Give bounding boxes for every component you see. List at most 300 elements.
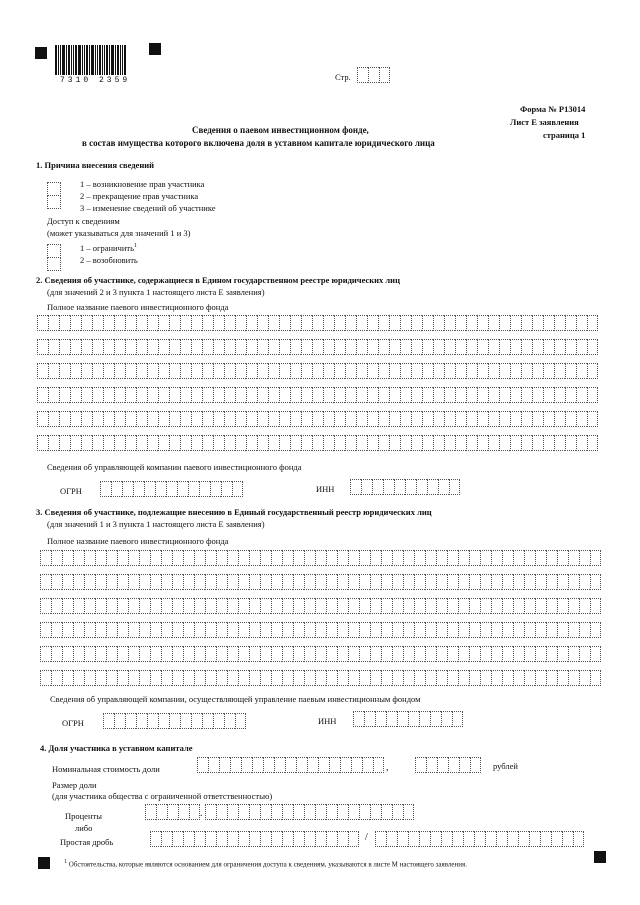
input-cell[interactable] <box>524 598 535 614</box>
input-cell[interactable] <box>224 339 235 355</box>
input-cell[interactable] <box>403 550 414 566</box>
input-cell[interactable] <box>554 363 565 379</box>
input-cell[interactable] <box>271 804 282 820</box>
input-cell[interactable] <box>521 315 532 331</box>
input-cell[interactable] <box>103 411 114 427</box>
input-cell[interactable] <box>106 646 117 662</box>
input-cell[interactable] <box>521 363 532 379</box>
input-cell[interactable] <box>180 339 191 355</box>
input-cell[interactable] <box>315 831 326 847</box>
input-cell[interactable] <box>136 339 147 355</box>
input-cell[interactable] <box>334 411 345 427</box>
input-cell[interactable] <box>437 757 448 773</box>
input-cell[interactable] <box>260 670 271 686</box>
input-cell[interactable] <box>370 550 381 566</box>
input-cell[interactable] <box>125 339 136 355</box>
input-cell[interactable] <box>444 363 455 379</box>
input-cell[interactable] <box>51 574 62 590</box>
input-cell[interactable] <box>81 339 92 355</box>
input-cell[interactable] <box>293 622 304 638</box>
input-cell[interactable] <box>414 598 425 614</box>
input-cell[interactable] <box>590 670 601 686</box>
input-cell[interactable] <box>337 831 348 847</box>
input-cell[interactable] <box>480 598 491 614</box>
section2-fund-name-row[interactable] <box>37 435 598 451</box>
input-cell[interactable] <box>448 757 459 773</box>
nominal-kopecks-cells[interactable] <box>415 757 481 773</box>
input-cell[interactable] <box>334 363 345 379</box>
input-cell[interactable] <box>370 622 381 638</box>
input-cell[interactable] <box>351 757 362 773</box>
input-cell[interactable] <box>535 598 546 614</box>
input-cell[interactable] <box>125 387 136 403</box>
input-cell[interactable] <box>557 550 568 566</box>
input-cell[interactable] <box>40 574 51 590</box>
input-cell[interactable] <box>224 435 235 451</box>
input-cell[interactable] <box>447 598 458 614</box>
input-cell[interactable] <box>161 831 172 847</box>
input-cell[interactable] <box>180 363 191 379</box>
input-cell[interactable] <box>312 315 323 331</box>
input-cell[interactable] <box>416 479 427 495</box>
input-cell[interactable] <box>282 622 293 638</box>
input-cell[interactable] <box>557 622 568 638</box>
input-cell[interactable] <box>249 646 260 662</box>
input-cell[interactable] <box>290 315 301 331</box>
input-cell[interactable] <box>510 315 521 331</box>
input-cell[interactable] <box>301 411 312 427</box>
input-cell[interactable] <box>40 646 51 662</box>
input-cell[interactable] <box>202 387 213 403</box>
input-cell[interactable] <box>565 387 576 403</box>
input-cell[interactable] <box>318 757 329 773</box>
input-cell[interactable] <box>235 713 246 729</box>
input-cell[interactable] <box>37 411 48 427</box>
input-cell[interactable] <box>103 387 114 403</box>
input-cell[interactable] <box>95 550 106 566</box>
input-cell[interactable] <box>499 339 510 355</box>
section3-fund-name-row[interactable] <box>40 550 601 566</box>
input-cell[interactable] <box>246 411 257 427</box>
input-cell[interactable] <box>499 435 510 451</box>
input-cell[interactable] <box>557 646 568 662</box>
input-cell[interactable] <box>425 622 436 638</box>
section3-fund-name-row[interactable] <box>40 646 601 662</box>
input-cell[interactable] <box>191 411 202 427</box>
fraction-numerator-cells[interactable] <box>150 831 359 847</box>
input-cell[interactable] <box>178 804 189 820</box>
input-cell[interactable] <box>381 598 392 614</box>
input-cell[interactable] <box>37 363 48 379</box>
input-cell[interactable] <box>389 363 400 379</box>
input-cell[interactable] <box>521 339 532 355</box>
input-cell[interactable] <box>290 387 301 403</box>
input-cell[interactable] <box>392 670 403 686</box>
input-cell[interactable] <box>59 315 70 331</box>
input-cell[interactable] <box>150 550 161 566</box>
input-cell[interactable] <box>40 670 51 686</box>
input-cell[interactable] <box>499 315 510 331</box>
input-cell[interactable] <box>466 435 477 451</box>
input-cell[interactable] <box>499 387 510 403</box>
input-cell[interactable] <box>144 481 155 497</box>
input-cell[interactable] <box>73 574 84 590</box>
input-cell[interactable] <box>513 598 524 614</box>
percent-decimal-cells[interactable] <box>205 804 414 820</box>
input-cell[interactable] <box>213 339 224 355</box>
input-cell[interactable] <box>312 339 323 355</box>
input-cell[interactable] <box>576 411 587 427</box>
input-cell[interactable] <box>466 387 477 403</box>
input-cell[interactable] <box>565 363 576 379</box>
input-cell[interactable] <box>411 411 422 427</box>
input-cell[interactable] <box>161 670 172 686</box>
input-cell[interactable] <box>427 479 438 495</box>
input-cell[interactable] <box>535 670 546 686</box>
input-cell[interactable] <box>368 67 379 83</box>
input-cell[interactable] <box>117 550 128 566</box>
input-cell[interactable] <box>293 574 304 590</box>
input-cell[interactable] <box>340 757 351 773</box>
input-cell[interactable] <box>315 670 326 686</box>
input-cell[interactable] <box>458 550 469 566</box>
input-cell[interactable] <box>480 622 491 638</box>
input-cell[interactable] <box>84 598 95 614</box>
input-cell[interactable] <box>463 831 474 847</box>
input-cell[interactable] <box>169 435 180 451</box>
input-cell[interactable] <box>557 670 568 686</box>
input-cell[interactable] <box>282 646 293 662</box>
input-cell[interactable] <box>307 757 318 773</box>
input-cell[interactable] <box>455 315 466 331</box>
input-cell[interactable] <box>257 387 268 403</box>
input-cell[interactable] <box>403 622 414 638</box>
input-cell[interactable] <box>202 713 213 729</box>
input-cell[interactable] <box>70 315 81 331</box>
input-cell[interactable] <box>590 622 601 638</box>
input-cell[interactable] <box>447 550 458 566</box>
section3-fund-name-row[interactable] <box>40 670 601 686</box>
input-cell[interactable] <box>400 339 411 355</box>
input-cell[interactable] <box>70 435 81 451</box>
input-cell[interactable] <box>359 574 370 590</box>
input-cell[interactable] <box>488 315 499 331</box>
input-cell[interactable] <box>249 622 260 638</box>
input-cell[interactable] <box>62 622 73 638</box>
input-cell[interactable] <box>202 411 213 427</box>
input-cell[interactable] <box>565 315 576 331</box>
input-cell[interactable] <box>590 598 601 614</box>
input-cell[interactable] <box>326 574 337 590</box>
input-cell[interactable] <box>400 387 411 403</box>
input-cell[interactable] <box>356 411 367 427</box>
input-cell[interactable] <box>323 435 334 451</box>
input-cell[interactable] <box>397 831 408 847</box>
input-cell[interactable] <box>205 550 216 566</box>
input-cell[interactable] <box>37 435 48 451</box>
input-cell[interactable] <box>114 315 125 331</box>
input-cell[interactable] <box>230 757 241 773</box>
input-cell[interactable] <box>568 670 579 686</box>
input-cell[interactable] <box>125 315 136 331</box>
input-cell[interactable] <box>378 387 389 403</box>
input-cell[interactable] <box>389 435 400 451</box>
input-cell[interactable] <box>469 646 480 662</box>
input-cell[interactable] <box>469 574 480 590</box>
input-cell[interactable] <box>106 550 117 566</box>
input-cell[interactable] <box>169 339 180 355</box>
input-cell[interactable] <box>106 670 117 686</box>
input-cell[interactable] <box>84 670 95 686</box>
input-cell[interactable] <box>359 598 370 614</box>
input-cell[interactable] <box>62 646 73 662</box>
input-cell[interactable] <box>103 713 114 729</box>
input-cell[interactable] <box>411 339 422 355</box>
input-cell[interactable] <box>263 757 274 773</box>
input-cell[interactable] <box>125 435 136 451</box>
input-cell[interactable] <box>37 387 48 403</box>
input-cell[interactable] <box>232 481 243 497</box>
input-cell[interactable] <box>543 387 554 403</box>
input-cell[interactable] <box>304 598 315 614</box>
input-cell[interactable] <box>246 339 257 355</box>
input-cell[interactable] <box>194 550 205 566</box>
percent-integer-cells[interactable] <box>145 804 200 820</box>
input-cell[interactable] <box>304 574 315 590</box>
input-cell[interactable] <box>477 339 488 355</box>
input-cell[interactable] <box>375 711 386 727</box>
input-cell[interactable] <box>513 622 524 638</box>
input-cell[interactable] <box>117 622 128 638</box>
input-cell[interactable] <box>125 713 136 729</box>
input-cell[interactable] <box>249 550 260 566</box>
section2-fund-name-row[interactable] <box>37 411 598 427</box>
input-cell[interactable] <box>274 757 285 773</box>
input-cell[interactable] <box>337 574 348 590</box>
input-cell[interactable] <box>491 574 502 590</box>
input-cell[interactable] <box>51 670 62 686</box>
input-cell[interactable] <box>227 550 238 566</box>
section3-fund-name-row[interactable] <box>40 574 601 590</box>
input-cell[interactable] <box>458 670 469 686</box>
input-cell[interactable] <box>238 670 249 686</box>
input-cell[interactable] <box>326 670 337 686</box>
input-cell[interactable] <box>312 387 323 403</box>
input-cell[interactable] <box>271 831 282 847</box>
input-cell[interactable] <box>158 363 169 379</box>
input-cell[interactable] <box>543 411 554 427</box>
input-cell[interactable] <box>172 831 183 847</box>
input-cell[interactable] <box>415 757 426 773</box>
input-cell[interactable] <box>411 363 422 379</box>
input-cell[interactable] <box>466 411 477 427</box>
input-cell[interactable] <box>587 387 598 403</box>
input-cell[interactable] <box>136 713 147 729</box>
input-cell[interactable] <box>345 363 356 379</box>
input-cell[interactable] <box>147 387 158 403</box>
input-cell[interactable] <box>158 387 169 403</box>
input-cell[interactable] <box>315 574 326 590</box>
input-cell[interactable] <box>301 435 312 451</box>
input-cell[interactable] <box>304 550 315 566</box>
input-cell[interactable] <box>480 550 491 566</box>
input-cell[interactable] <box>62 550 73 566</box>
input-cell[interactable] <box>546 598 557 614</box>
input-cell[interactable] <box>477 363 488 379</box>
input-cell[interactable] <box>51 598 62 614</box>
input-cell[interactable] <box>169 315 180 331</box>
input-cell[interactable] <box>477 435 488 451</box>
input-cell[interactable] <box>378 315 389 331</box>
input-cell[interactable] <box>260 550 271 566</box>
input-cell[interactable] <box>238 831 249 847</box>
input-cell[interactable] <box>447 670 458 686</box>
input-cell[interactable] <box>260 804 271 820</box>
input-cell[interactable] <box>535 550 546 566</box>
input-cell[interactable] <box>414 550 425 566</box>
input-cell[interactable] <box>389 339 400 355</box>
input-cell[interactable] <box>502 598 513 614</box>
input-cell[interactable] <box>279 339 290 355</box>
input-cell[interactable] <box>279 363 290 379</box>
input-cell[interactable] <box>139 622 150 638</box>
input-cell[interactable] <box>103 435 114 451</box>
input-cell[interactable] <box>205 646 216 662</box>
input-cell[interactable] <box>100 481 111 497</box>
input-cell[interactable] <box>326 550 337 566</box>
input-cell[interactable] <box>565 435 576 451</box>
input-cell[interactable] <box>425 670 436 686</box>
input-cell[interactable] <box>419 831 430 847</box>
input-cell[interactable] <box>114 713 125 729</box>
input-cell[interactable] <box>521 387 532 403</box>
input-cell[interactable] <box>114 387 125 403</box>
input-cell[interactable] <box>367 411 378 427</box>
input-cell[interactable] <box>73 670 84 686</box>
input-cell[interactable] <box>400 411 411 427</box>
input-cell[interactable] <box>246 435 257 451</box>
input-cell[interactable] <box>359 550 370 566</box>
input-cell[interactable] <box>271 598 282 614</box>
input-cell[interactable] <box>359 804 370 820</box>
input-cell[interactable] <box>394 479 405 495</box>
input-cell[interactable] <box>370 646 381 662</box>
input-cell[interactable] <box>447 646 458 662</box>
input-cell[interactable] <box>210 481 221 497</box>
input-cell[interactable] <box>95 598 106 614</box>
input-cell[interactable] <box>532 387 543 403</box>
input-cell[interactable] <box>235 435 246 451</box>
input-cell[interactable] <box>422 363 433 379</box>
input-cell[interactable] <box>122 481 133 497</box>
input-cell[interactable] <box>455 363 466 379</box>
input-cell[interactable] <box>216 831 227 847</box>
input-cell[interactable] <box>114 411 125 427</box>
input-cell[interactable] <box>136 315 147 331</box>
input-cell[interactable] <box>169 363 180 379</box>
input-cell[interactable] <box>37 339 48 355</box>
input-cell[interactable] <box>81 315 92 331</box>
input-cell[interactable] <box>543 315 554 331</box>
input-cell[interactable] <box>576 387 587 403</box>
input-cell[interactable] <box>191 315 202 331</box>
input-cell[interactable] <box>590 550 601 566</box>
input-cell[interactable] <box>557 598 568 614</box>
input-cell[interactable] <box>92 363 103 379</box>
input-cell[interactable] <box>532 315 543 331</box>
input-cell[interactable] <box>488 339 499 355</box>
input-cell[interactable] <box>491 670 502 686</box>
input-cell[interactable] <box>389 387 400 403</box>
input-cell[interactable] <box>73 550 84 566</box>
input-cell[interactable] <box>290 363 301 379</box>
input-cell[interactable] <box>128 574 139 590</box>
input-cell[interactable] <box>191 435 202 451</box>
input-cell[interactable] <box>447 574 458 590</box>
input-cell[interactable] <box>271 670 282 686</box>
input-cell[interactable] <box>257 411 268 427</box>
input-cell[interactable] <box>400 363 411 379</box>
input-cell[interactable] <box>373 757 384 773</box>
input-cell[interactable] <box>554 315 565 331</box>
input-cell[interactable] <box>249 598 260 614</box>
input-cell[interactable] <box>543 363 554 379</box>
input-cell[interactable] <box>106 598 117 614</box>
input-cell[interactable] <box>268 339 279 355</box>
input-cell[interactable] <box>411 435 422 451</box>
input-cell[interactable] <box>81 363 92 379</box>
section2-fund-name-row[interactable] <box>37 339 598 355</box>
input-cell[interactable] <box>48 435 59 451</box>
input-cell[interactable] <box>183 550 194 566</box>
input-cell[interactable] <box>81 411 92 427</box>
input-cell[interactable] <box>381 804 392 820</box>
input-cell[interactable] <box>271 646 282 662</box>
input-cell[interactable] <box>150 646 161 662</box>
input-cell[interactable] <box>348 670 359 686</box>
input-cell[interactable] <box>458 598 469 614</box>
input-cell[interactable] <box>510 411 521 427</box>
input-cell[interactable] <box>400 435 411 451</box>
input-cell[interactable] <box>161 646 172 662</box>
input-cell[interactable] <box>48 315 59 331</box>
input-cell[interactable] <box>447 622 458 638</box>
input-cell[interactable] <box>345 339 356 355</box>
input-cell[interactable] <box>249 831 260 847</box>
input-cell[interactable] <box>345 387 356 403</box>
input-cell[interactable] <box>422 315 433 331</box>
input-cell[interactable] <box>372 479 383 495</box>
input-cell[interactable] <box>205 622 216 638</box>
input-cell[interactable] <box>202 339 213 355</box>
input-cell[interactable] <box>103 315 114 331</box>
input-cell[interactable] <box>576 363 587 379</box>
input-cell[interactable] <box>444 411 455 427</box>
input-cell[interactable] <box>224 315 235 331</box>
input-cell[interactable] <box>84 574 95 590</box>
input-cell[interactable] <box>480 670 491 686</box>
input-cell[interactable] <box>293 804 304 820</box>
input-cell[interactable] <box>510 339 521 355</box>
input-cell[interactable] <box>59 363 70 379</box>
input-cell[interactable] <box>257 315 268 331</box>
input-cell[interactable] <box>150 574 161 590</box>
input-cell[interactable] <box>386 831 397 847</box>
input-cell[interactable] <box>51 550 62 566</box>
input-cell[interactable] <box>95 646 106 662</box>
input-cell[interactable] <box>315 646 326 662</box>
input-cell[interactable] <box>172 670 183 686</box>
